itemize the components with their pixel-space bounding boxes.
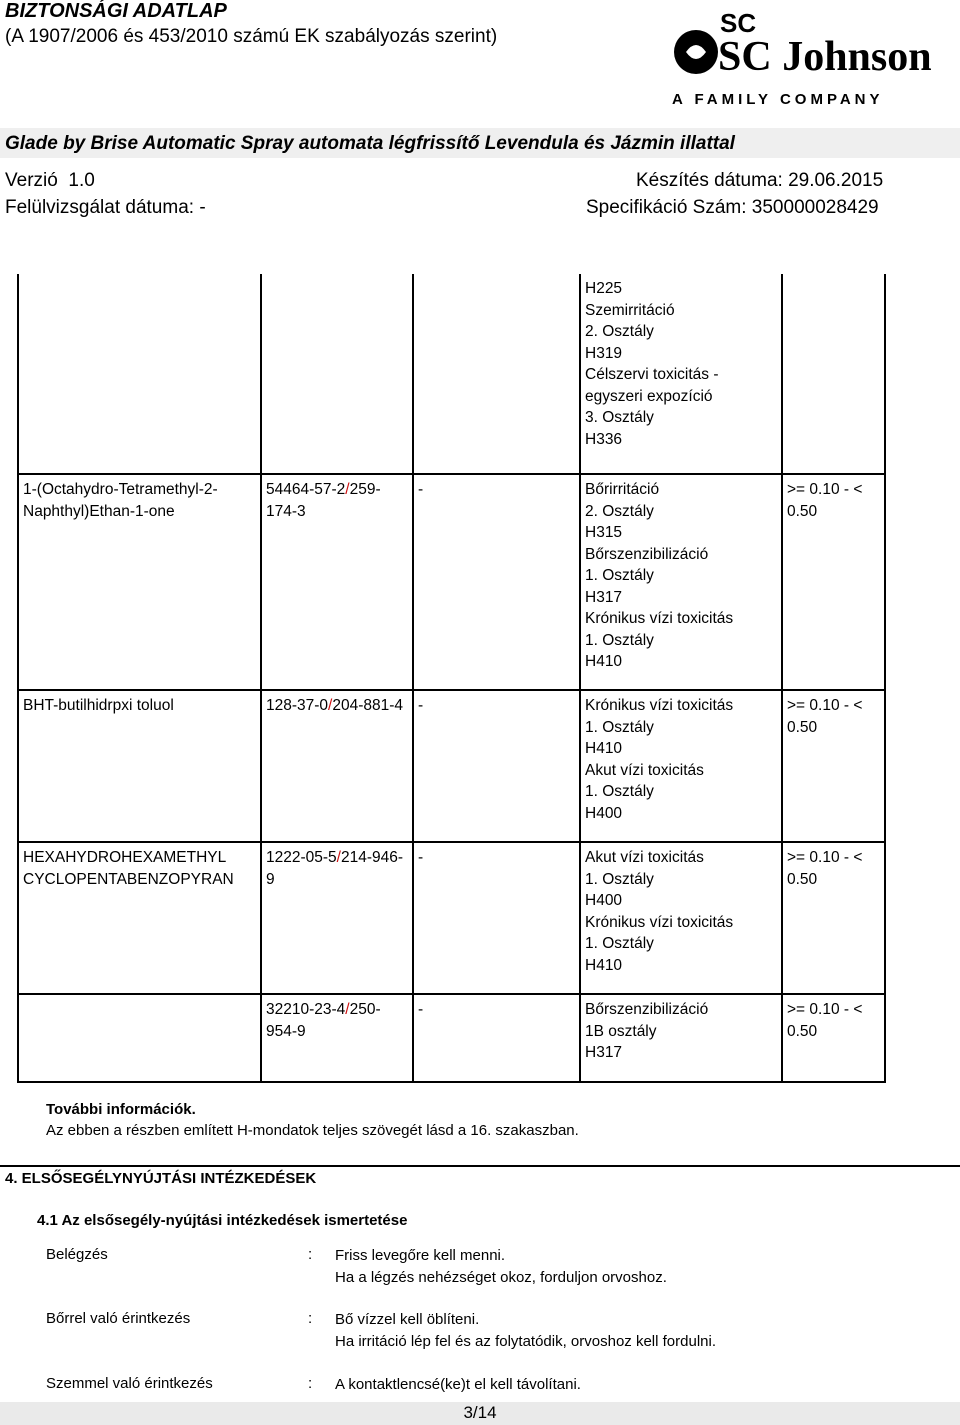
classification-line: egyszeri expozíció: [585, 387, 713, 405]
concentration-cell: [782, 994, 885, 1082]
classification-cell: [580, 274, 782, 474]
substance-name-cell: [18, 994, 261, 1082]
classification-line: H410: [585, 740, 623, 757]
version-label: Verzió: [5, 170, 58, 191]
cas-number: 1222-05-5: [266, 849, 337, 866]
cas-ec-number-cell: [261, 274, 413, 474]
classification-line: Szemirritáció: [585, 301, 675, 319]
concentration-line: >= 0.10 - <: [787, 697, 863, 714]
concentration-line: 0.50: [787, 1022, 818, 1040]
classification-line: Célszervi toxicitás -: [585, 366, 719, 383]
composition-table: [17, 274, 886, 1083]
registration-value: -: [418, 849, 424, 866]
table-row: [18, 842, 885, 994]
classification-line: H410: [585, 956, 623, 974]
substance-name-cell: [18, 690, 261, 842]
classification-line: Krónikus vízi toxicitás: [585, 913, 734, 931]
text-line: A kontaktlencsé(ke)t el kell távolítani.: [335, 1376, 581, 1393]
document-subtitle: (A 1907/2006 és 453/2010 számú EK szabályozás szerint): [5, 26, 498, 47]
classification-line: H319: [585, 344, 623, 362]
first-aid-text-eye: [335, 1374, 581, 1396]
classification-line: Krónikus vízi toxicitás: [585, 610, 734, 627]
further-info-text: Az ebben a részben említett H-mondatok teljes szövegét lásd a 16. szakaszban.: [46, 1122, 579, 1139]
concentration-cell: [782, 274, 885, 474]
classification-line: H400: [585, 804, 623, 822]
classification-line: 1. Osztály: [585, 783, 654, 800]
table-row: [18, 274, 885, 474]
further-info-heading: További információk.: [46, 1101, 196, 1118]
text-line: Friss levegőre kell menni.: [335, 1247, 506, 1264]
registration-value: -: [418, 481, 424, 498]
classification-line: Krónikus vízi toxicitás: [585, 697, 734, 714]
classification-line: 2. Osztály: [585, 323, 654, 340]
classification-line: 1. Osztály: [585, 631, 654, 649]
registration-cell: [413, 274, 580, 474]
version-line: [5, 170, 95, 192]
table-row: [18, 474, 885, 690]
spec-value: 350000028429: [751, 197, 879, 218]
first-aid-colon: :: [308, 1246, 313, 1263]
concentration-line: 0.50: [787, 718, 818, 736]
substance-name: HEXAHYDROHEXAMETHYL CYCLOPENTABENZOPYRAN: [23, 849, 234, 888]
substance-name: BHT-butilhidrpxi toluol: [23, 697, 174, 714]
spec-line: [586, 197, 886, 219]
concentration-cell: [782, 690, 885, 842]
substance-name-cell: [18, 474, 261, 690]
created-line: [636, 170, 936, 192]
sc-johnson-logo: [668, 8, 932, 108]
classification-cell: [580, 690, 782, 842]
classification-line: 1. Osztály: [585, 870, 654, 888]
registration-value: -: [418, 1001, 424, 1018]
cas-ec-number-cell: [261, 842, 413, 994]
product-name: Glade by Brise Automatic Spray automata légfrissítő Levendula és Jázmin illattal: [0, 128, 960, 158]
concentration-cell: [782, 474, 885, 690]
cas-ec-number-cell: [261, 690, 413, 842]
substance-name-cell: [18, 842, 261, 994]
registration-value: -: [418, 697, 424, 714]
text-line: Ha a légzés nehézséget okoz, forduljon orvoshoz.: [335, 1269, 667, 1286]
classification-line: 1B osztály: [585, 1022, 657, 1040]
first-aid-text-skin: [335, 1309, 716, 1353]
classification-cell: [580, 842, 782, 994]
cas-ec-number-cell: [261, 994, 413, 1082]
classification-line: 3. Osztály: [585, 409, 654, 426]
cas-number: 128-37-0: [266, 697, 329, 714]
ec-number: 259-174-3: [266, 481, 381, 520]
classification-line: Akut vízi toxicitás: [585, 761, 704, 779]
revision-line: [5, 197, 206, 219]
cas-number: 54464-57-2: [266, 481, 346, 498]
ec-number: 250-954-9: [266, 1001, 381, 1040]
concentration-line: >= 0.10 - <: [787, 481, 863, 498]
separator-slash: /: [345, 481, 350, 498]
concentration-cell: [782, 842, 885, 994]
registration-cell: [413, 690, 580, 842]
section-4-title: 4. ELSŐSEGÉLYNYÚJTÁSI INTÉZKEDÉSEK: [0, 1165, 960, 1187]
separator-slash: /: [328, 697, 333, 714]
classification-cell: [580, 474, 782, 690]
classification-cell: [580, 994, 782, 1082]
classification-line: H317: [585, 1044, 623, 1061]
classification-line: Bőrszenzibilizáció: [585, 545, 709, 563]
section-4-1-title: 4.1 Az elsősegély-nyújtási intézkedések ismertetése: [37, 1212, 408, 1229]
classification-line: H400: [585, 892, 623, 909]
registration-cell: [413, 994, 580, 1082]
classification-line: 1. Osztály: [585, 567, 654, 584]
registration-cell: [413, 474, 580, 690]
classification-line: H410: [585, 653, 623, 670]
ec-number: 214-946-9: [266, 849, 404, 888]
created-value: 29.06.2015: [788, 170, 884, 191]
text-line: Bő vízzel kell öblíteni.: [335, 1311, 480, 1328]
logo-wordmark: SC Johnson: [718, 34, 932, 80]
first-aid-text-inhalation: [335, 1245, 667, 1289]
first-aid-label-skin: Bőrrel való érintkezés: [46, 1310, 191, 1327]
spec-label: Specifikáció Szám:: [586, 197, 747, 218]
classification-line: 1. Osztály: [585, 718, 654, 736]
classification-line: Bőrirritáció: [585, 481, 660, 498]
first-aid-colon: :: [308, 1375, 313, 1392]
classification-line: 1. Osztály: [585, 935, 654, 952]
separator-slash: /: [345, 1001, 350, 1018]
classification-line: H315: [585, 524, 623, 541]
separator-slash: /: [336, 849, 341, 866]
svg-text:SC: SC: [720, 8, 757, 38]
first-aid-label-eye: Szemmel való érintkezés: [46, 1375, 213, 1392]
concentration-line: >= 0.10 - <: [787, 1001, 863, 1018]
revision-value: -: [199, 197, 206, 218]
ec-number: 204-881-4: [332, 697, 404, 714]
logo-tagline: A FAMILY COMPANY: [672, 91, 884, 108]
created-label: Készítés dátuma:: [636, 170, 783, 191]
version-value: 1.0: [68, 170, 95, 191]
registration-cell: [413, 842, 580, 994]
page-number: 3/14: [463, 1403, 497, 1422]
first-aid-colon: :: [308, 1310, 313, 1327]
concentration-line: 0.50: [787, 502, 818, 520]
classification-line: Akut vízi toxicitás: [585, 849, 704, 866]
table-row: [18, 690, 885, 842]
text-line: Ha irritáció lép fel és az folytatódik, orvoshoz kell fordulni.: [335, 1333, 717, 1350]
classification-line: Bőrszenzibilizáció: [585, 1001, 709, 1018]
first-aid-label-inhalation: Belégzés: [46, 1246, 108, 1263]
document-title: BIZTONSÁGI ADATLAP: [5, 0, 227, 22]
classification-line: 2. Osztály: [585, 502, 654, 520]
table-row: [18, 994, 885, 1082]
substance-name-cell: [18, 274, 261, 474]
concentration-line: >= 0.10 - <: [787, 849, 863, 866]
cas-number: 32210-23-4: [266, 1001, 346, 1018]
classification-line: H317: [585, 588, 623, 606]
substance-name: 1-(Octahydro-Tetramethyl-2-Naphthyl)Ethan-1-one: [23, 481, 218, 520]
revision-label: Felülvizsgálat dátuma:: [5, 197, 195, 218]
cas-ec-number-cell: [261, 474, 413, 690]
classification-line: H336: [585, 430, 623, 448]
concentration-line: 0.50: [787, 870, 818, 888]
classification-line: H225: [585, 280, 623, 297]
